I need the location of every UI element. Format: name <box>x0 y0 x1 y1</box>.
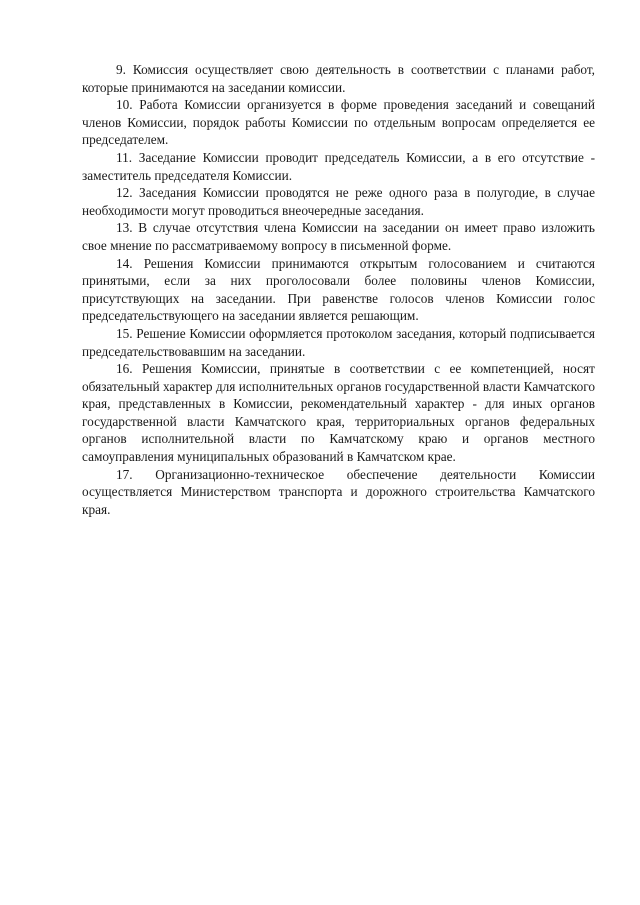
paragraph-10: 10. Работа Комиссии организуется в форме проведения заседаний и совещаний членов Комиссии, порядок работы Комиссии по отдельным вопросам определяется ее председателем. <box>82 97 595 148</box>
paragraph-16: 16. Решения Комиссии, принятые в соответствии с ее компетенцией, носят обязательный характер для исполнительных органов государственной власти Камчатского края, представленных в Комиссии, рекомендательный характер - для иных органов государственной власти Камчатского края, территориальных органов федеральных органов исполнительной власти по Камчатскому краю и органов местного самоуправления муниципальных образований в Камчатском крае. <box>82 361 595 465</box>
paragraph-15: 15. Решение Комиссии оформляется протоколом заседания, который подписывается председательствовавшим на заседании. <box>82 325 595 359</box>
paragraph-13: 13. В случае отсутствия члена Комиссии на заседании он имеет право изложить свое мнение по рассматриваемому вопросу в письменной форме. <box>82 220 595 253</box>
paragraph-9: 9. Комиссия осуществляет свою деятельность в соответствии с планами работ, которые принимаются на заседании комиссии. <box>82 62 595 95</box>
paragraph-14: 14. Решения Комиссии принимаются открытым голосованием и считаются принятыми, если за них проголосовали более половины членов Комиссии, присутствующих на заседании. При равенстве голосов членов Комиссии голос председательствующего на заседании является решающим. <box>82 255 595 324</box>
paragraph-17: 17. Организационно-техническое обеспечение деятельности Комиссии осуществляется Министерством транспорта и дорожного строительства Камчатского края. <box>82 466 595 517</box>
paragraph-12: 12. Заседания Комиссии проводятся не реже одного раза в полугодие, в случае необходимости могут проводиться внеочередные заседания. <box>82 185 595 218</box>
document-body <box>82 61 595 518</box>
paragraph-11: 11. Заседание Комиссии проводит председатель Комиссии, а в его отсутствие - заместитель председателя Комиссии. <box>82 149 595 183</box>
